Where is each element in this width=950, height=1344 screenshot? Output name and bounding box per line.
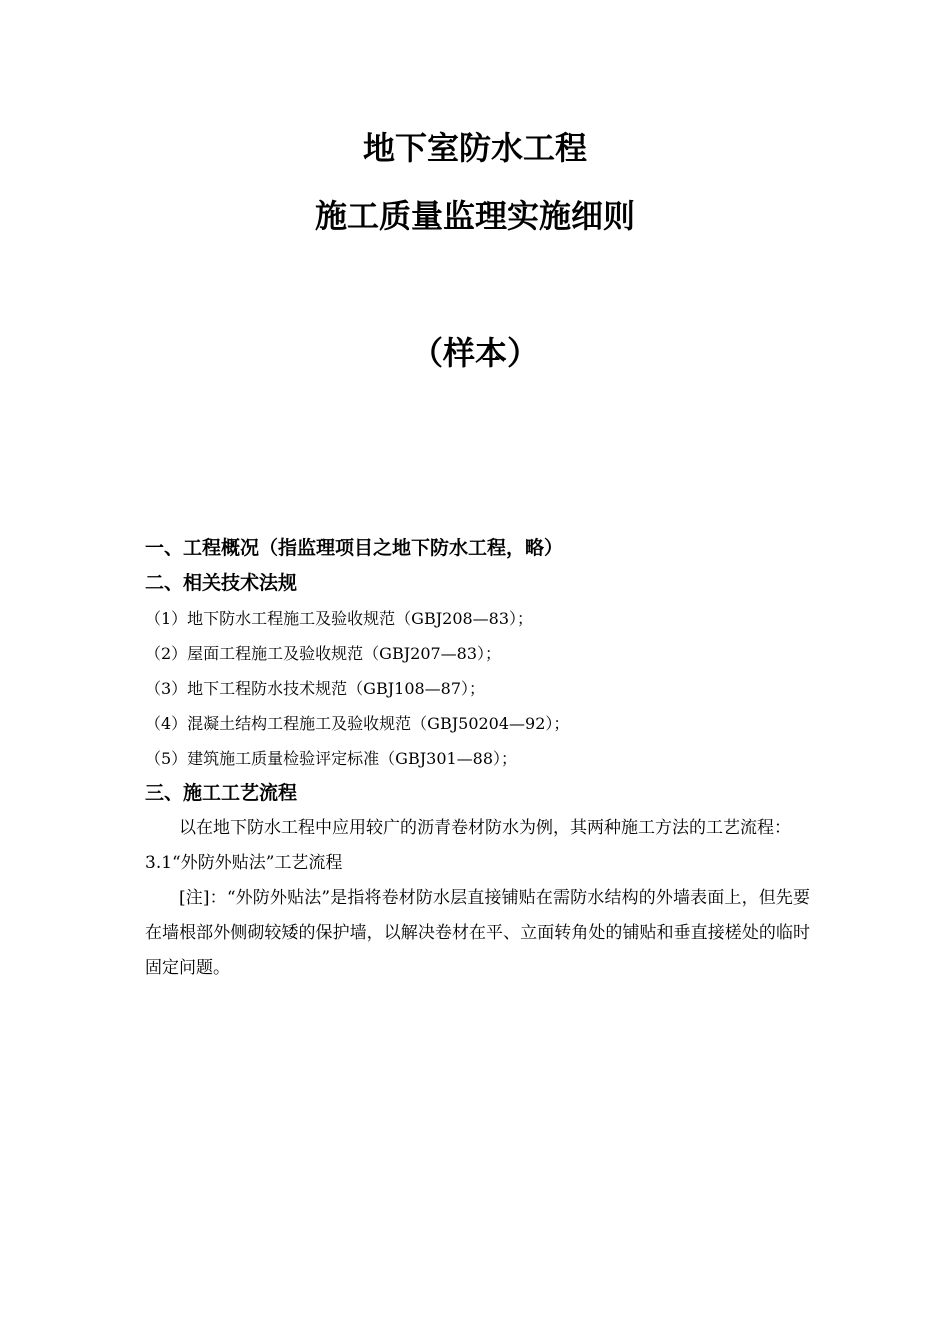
regulation-item: （3）地下工程防水技术规范（GBJ108—87）；	[145, 679, 486, 698]
section-3-intro-paragraph: 以在地下防水工程中应用较广的沥青卷材防水为例，其两种施工方法的工艺流程：	[179, 818, 791, 838]
regulation-item: （5）建筑施工质量检验评定标准（GBJ301—88）；	[145, 749, 518, 768]
section-1-heading: 一、工程概况（指监理项目之地下防水工程，略）	[145, 537, 564, 559]
subsection-3-1-heading: 3.1“外防外贴法”工艺流程	[145, 853, 343, 873]
document-title-line-2: 施工质量监理实施细则	[314, 197, 635, 235]
note-paragraph: [注]：“外防外贴法”是指将卷材防水层直接铺贴在需防水结构的外墙表面上，但先要在墙根部外侧砌较矮的保护墙，以解决卷材在平、立面转角处的铺贴和垂直接槎处的临时固定问题。	[145, 888, 810, 978]
regulation-item: （1）地下防水工程施工及验收规范（GBJ208—83）；	[145, 609, 534, 628]
regulation-item: （4）混凝土结构工程施工及验收规范（GBJ50204—92）；	[145, 714, 570, 733]
section-2-heading: 二、相关技术法规	[145, 572, 298, 594]
section-3-heading: 三、施工工艺流程	[145, 782, 298, 804]
document-title-sample-label: （样本）	[410, 334, 539, 372]
document-title-line-1: 地下室防水工程	[362, 129, 587, 167]
document-body	[145, 531, 810, 986]
regulation-item: （2）屋面工程施工及验收规范（GBJ207—83）；	[145, 644, 502, 663]
